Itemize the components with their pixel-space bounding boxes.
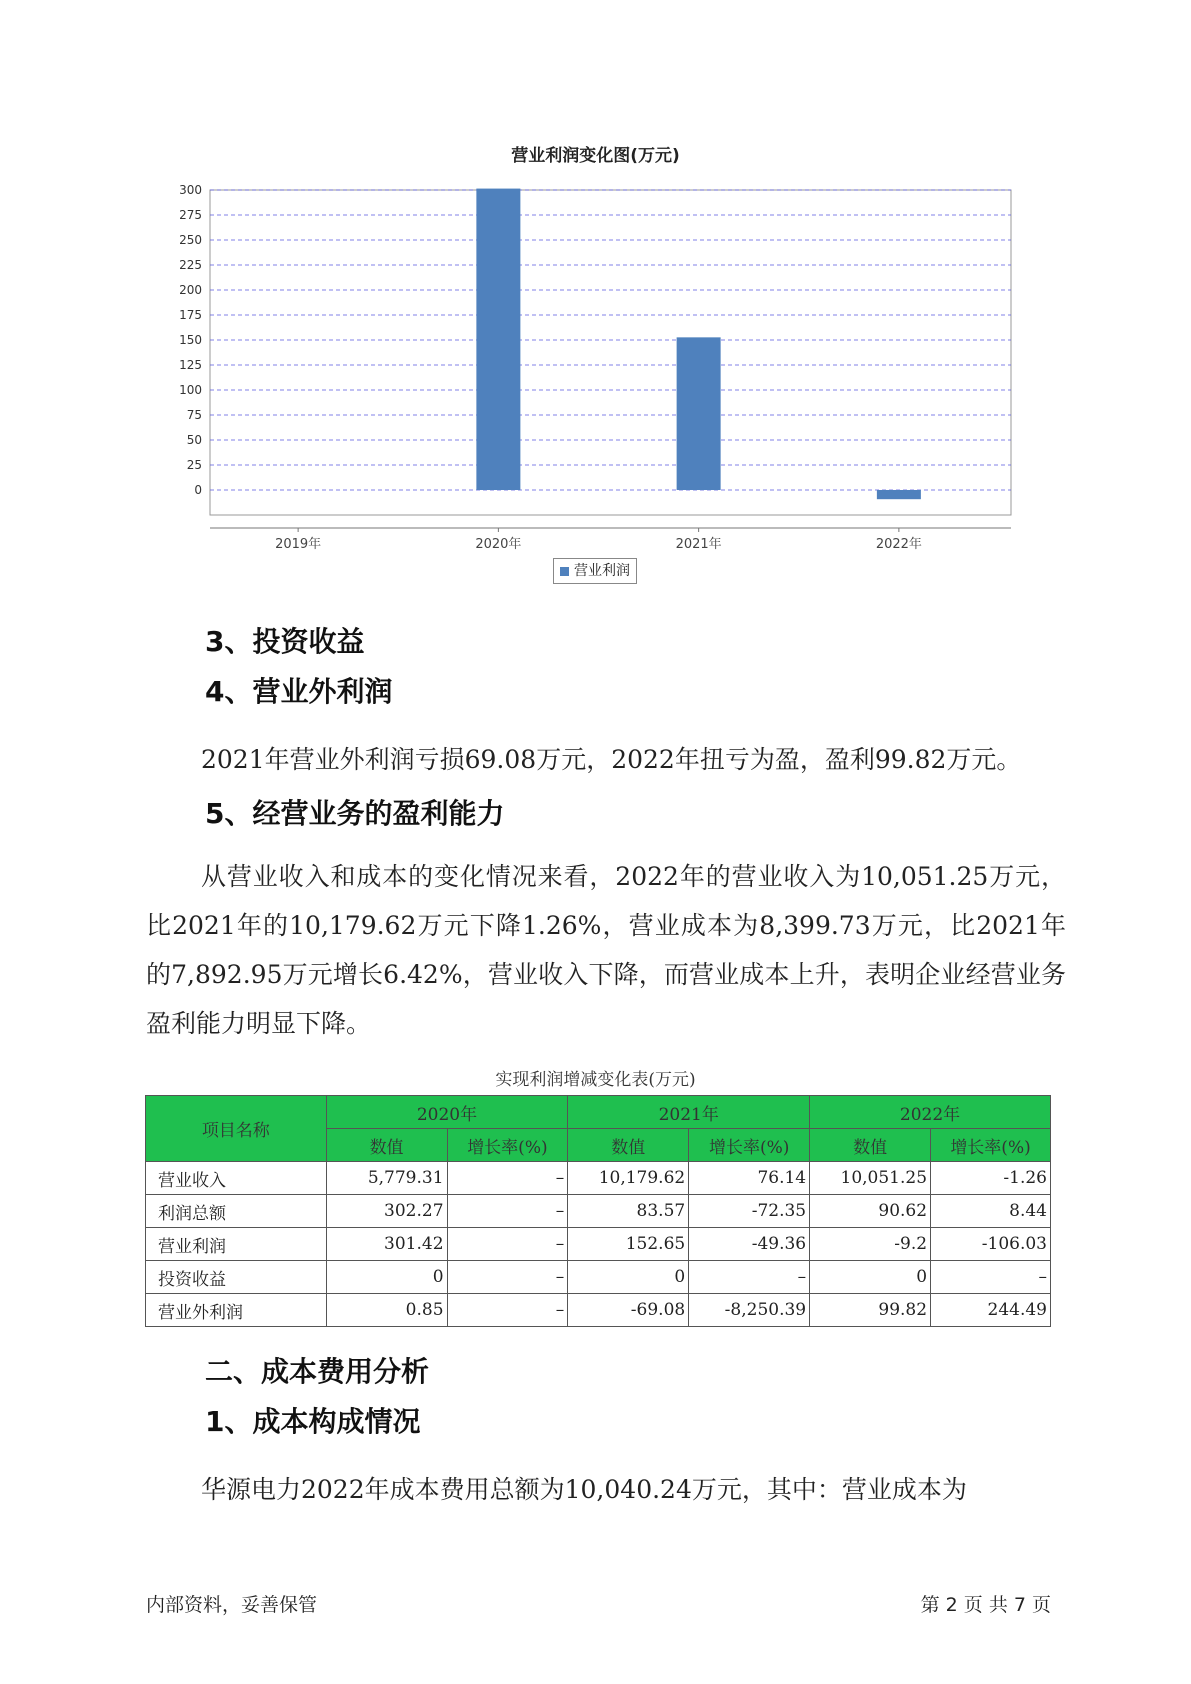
growth-cell: 8.44 <box>931 1195 1051 1228</box>
row-label: 投资收益 <box>146 1261 327 1294</box>
footer-page-number: 第 2 页 共 7 页 <box>920 1594 1051 1616</box>
growth-cell: -106.03 <box>931 1228 1051 1261</box>
table-row <box>146 1195 1051 1228</box>
table-row <box>146 1162 1051 1195</box>
profit-bar-chart <box>0 0 1191 560</box>
plot-area <box>210 190 1011 515</box>
header-year: 2021年 <box>568 1096 810 1129</box>
subheader-growth: 增长率(%) <box>689 1129 810 1162</box>
y-tick-label: 25 <box>186 458 202 472</box>
value-cell: 0 <box>326 1261 447 1294</box>
growth-cell: -49.36 <box>689 1228 810 1261</box>
growth-cell: 244.49 <box>931 1294 1051 1327</box>
y-tick-label: 225 <box>179 258 202 272</box>
bar <box>877 490 921 499</box>
y-tick-label: 75 <box>186 408 202 422</box>
row-label: 营业收入 <box>146 1162 327 1195</box>
heading-investment-income: 3、投资收益 <box>205 625 365 658</box>
bar <box>677 337 721 490</box>
growth-cell: – <box>931 1261 1051 1294</box>
y-tick-label: 50 <box>186 433 202 447</box>
subheader-value: 数值 <box>810 1129 931 1162</box>
legend-label: 营业利润 <box>574 563 630 579</box>
y-tick-label: 200 <box>179 283 202 297</box>
chart-title: 营业利润变化图(万元) <box>511 146 680 166</box>
y-tick-label: 100 <box>179 383 202 397</box>
value-cell: 152.65 <box>568 1228 689 1261</box>
table-header-row <box>146 1096 1051 1129</box>
footer-confidential: 内部资料，妥善保管 <box>146 1594 318 1616</box>
heading-cost-structure: 1、成本构成情况 <box>205 1405 421 1438</box>
value-cell: 90.62 <box>810 1195 931 1228</box>
y-tick-label: 275 <box>179 208 202 222</box>
value-cell: 302.27 <box>326 1195 447 1228</box>
value-cell: 5,779.31 <box>326 1162 447 1195</box>
value-cell: 301.42 <box>326 1228 447 1261</box>
x-tick-label: 2019年 <box>275 537 322 552</box>
growth-cell: 76.14 <box>689 1162 810 1195</box>
value-cell: 0 <box>810 1261 931 1294</box>
y-tick-label: 300 <box>179 183 202 197</box>
table-row <box>146 1261 1051 1294</box>
y-tick-label: 0 <box>194 483 202 497</box>
header-year: 2020年 <box>326 1096 568 1129</box>
table-caption: 实现利润增减变化表(万元) <box>495 1070 696 1090</box>
row-label: 利润总额 <box>146 1195 327 1228</box>
row-label: 营业外利润 <box>146 1294 327 1327</box>
paragraph-cost: 华源电力2022年成本费用总额为10,040.24万元，其中：营业成本为 <box>201 1475 967 1504</box>
heading-profitability: 5、经营业务的盈利能力 <box>205 797 505 830</box>
x-tick-label: 2020年 <box>475 537 522 552</box>
paragraph-non-operating-profit: 2021年营业外利润亏损69.08万元，2022年扭亏为盈，盈利99.82万元。 <box>201 745 1022 774</box>
y-tick-label: 125 <box>179 358 202 372</box>
profit-change-table <box>145 1095 1051 1327</box>
value-cell: 99.82 <box>810 1294 931 1327</box>
table-row <box>146 1294 1051 1327</box>
growth-cell: -1.26 <box>931 1162 1051 1195</box>
value-cell: 10,179.62 <box>568 1162 689 1195</box>
growth-cell: -8,250.39 <box>689 1294 810 1327</box>
growth-cell: – <box>447 1294 568 1327</box>
value-cell: -69.08 <box>568 1294 689 1327</box>
subheader-growth: 增长率(%) <box>447 1129 568 1162</box>
growth-cell: – <box>447 1162 568 1195</box>
value-cell: 10,051.25 <box>810 1162 931 1195</box>
y-tick-label: 150 <box>179 333 202 347</box>
table-row <box>146 1228 1051 1261</box>
header-item-name: 项目名称 <box>146 1096 327 1162</box>
y-tick-label: 175 <box>179 308 202 322</box>
growth-cell: – <box>689 1261 810 1294</box>
growth-cell: – <box>447 1228 568 1261</box>
x-tick-label: 2021年 <box>675 537 722 552</box>
x-tick-label: 2022年 <box>875 537 922 552</box>
value-cell: -9.2 <box>810 1228 931 1261</box>
row-label: 营业利润 <box>146 1228 327 1261</box>
heading-cost-analysis: 二、成本费用分析 <box>205 1355 430 1388</box>
value-cell: 0 <box>568 1261 689 1294</box>
subheader-value: 数值 <box>568 1129 689 1162</box>
growth-cell: -72.35 <box>689 1195 810 1228</box>
growth-cell: – <box>447 1195 568 1228</box>
growth-cell: – <box>447 1261 568 1294</box>
header-year: 2022年 <box>810 1096 1051 1129</box>
bar <box>476 189 520 490</box>
heading-non-operating-profit: 4、营业外利润 <box>205 675 393 708</box>
value-cell: 83.57 <box>568 1195 689 1228</box>
legend-swatch <box>560 567 569 576</box>
chart-legend <box>553 558 637 584</box>
subheader-value: 数值 <box>326 1129 447 1162</box>
subheader-growth: 增长率(%) <box>931 1129 1051 1162</box>
y-tick-label: 250 <box>179 233 202 247</box>
value-cell: 0.85 <box>326 1294 447 1327</box>
paragraph-profitability: 从营业收入和成本的变化情况来看，2022年的营业收入为10,051.25万元，比2021年的10,179.62万元下降1.26%，营业成本为8,399.73万元，比2021年的7,892.95万元增长6.42%，营业收入下降，而营业成本上升，表明企业经营业务盈利能力明显下降。 <box>146 862 1066 1038</box>
